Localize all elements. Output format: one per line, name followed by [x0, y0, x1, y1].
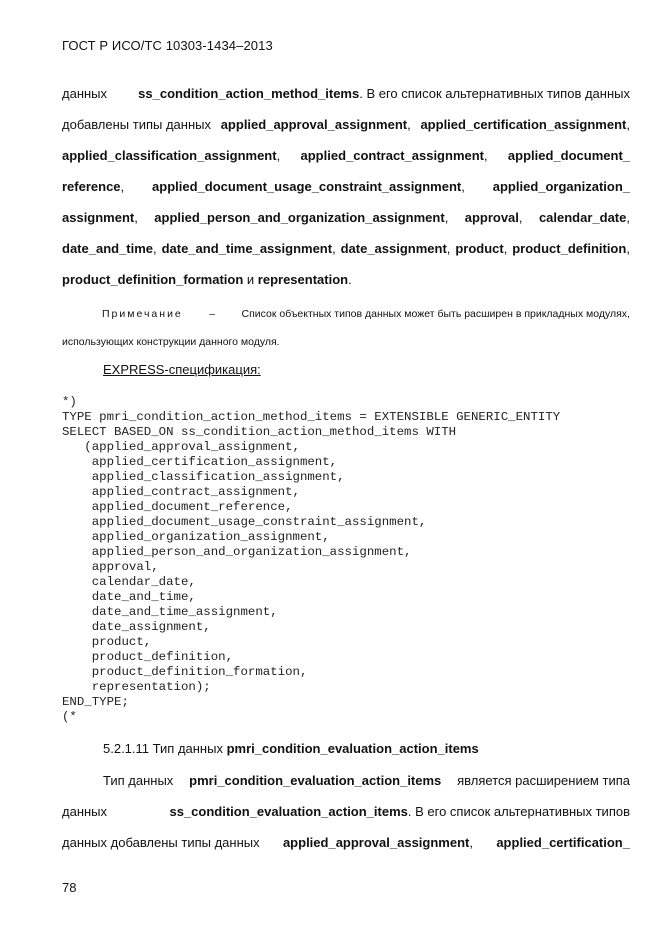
type-name: applied_classification_assignment	[62, 148, 277, 163]
section-prefix: Тип данных	[152, 741, 223, 756]
type-name: product_definition_formation	[62, 272, 244, 287]
punct: ,	[444, 210, 449, 225]
text-line	[62, 773, 630, 804]
type-name: date_and_time	[62, 241, 154, 256]
text: и	[243, 272, 258, 287]
type-name: assignment	[62, 210, 135, 225]
text: . В его список альтернативных типов	[407, 804, 630, 819]
type-name: applied_approval_assignment	[220, 117, 408, 132]
text-line	[62, 117, 630, 148]
type-name: applied_contract_assignment	[300, 148, 484, 163]
punct: .	[348, 272, 352, 287]
text-line	[62, 148, 630, 179]
punct: ,	[626, 210, 630, 225]
punct: ,	[332, 241, 336, 256]
text-line	[62, 86, 630, 117]
note-text: Список объектных типов данных может быть расширен в прикладных модулях,	[241, 308, 630, 320]
note-text: использующих конструкции данного модуля.	[62, 336, 280, 348]
type-name: product	[455, 241, 504, 256]
paragraph-ss-condition-action	[62, 86, 630, 303]
text: добавлены типы данных	[62, 117, 211, 132]
type-name: approval	[464, 210, 519, 225]
type-name: calendar_date	[538, 210, 627, 225]
note-dash: –	[209, 308, 216, 320]
paragraph-pmri-condition-evaluation	[62, 773, 630, 866]
punct: ,	[153, 241, 157, 256]
punct: ,	[134, 210, 138, 225]
text-line	[62, 241, 630, 272]
type-name: date_assignment	[340, 241, 447, 256]
note-label: Примечание	[102, 308, 183, 320]
punct: ,	[461, 179, 465, 194]
type-name: applied_document_usage_constraint_assignment	[152, 179, 462, 194]
type-name: applied_approval_assignment	[282, 835, 470, 850]
text-line	[62, 804, 630, 835]
type-name: applied_certification_	[496, 835, 630, 850]
punct: ,	[518, 210, 523, 225]
type-name: reference	[62, 179, 121, 194]
text: данных добавлены типы данных	[62, 835, 260, 850]
text: Тип данных	[103, 773, 174, 788]
section-type-name: pmri_condition_evaluation_action_items	[226, 741, 479, 756]
section-number: 5.2.1.11	[103, 741, 150, 756]
text-line	[62, 210, 630, 241]
punct: ,	[626, 117, 630, 132]
text-line	[62, 272, 630, 303]
note-block	[62, 307, 630, 349]
punct: ,	[626, 241, 630, 256]
type-name: applied_document_	[507, 148, 630, 163]
section-heading	[103, 741, 479, 756]
type-name: applied_certification_assignment	[420, 117, 627, 132]
text: данных	[62, 804, 108, 819]
standard-header: ГОСТ Р ИСО/ТС 10303-1434–2013	[62, 38, 273, 53]
punct: ,	[407, 117, 411, 132]
page-number: 78	[62, 880, 77, 895]
text-line	[62, 835, 630, 866]
type-name: date_and_time_assignment	[161, 241, 333, 256]
text: . В его список альтернативных типов данных	[359, 86, 630, 101]
type-name: applied_person_and_organization_assignment	[154, 210, 445, 225]
punct: ,	[484, 148, 488, 163]
punct: ,	[503, 241, 508, 256]
type-name: representation	[257, 272, 349, 287]
type-name: pmri_condition_evaluation_action_items	[189, 773, 442, 788]
type-name: ss_condition_action_method_items	[138, 86, 360, 101]
punct: ,	[276, 148, 281, 163]
type-name: product_definition	[512, 241, 627, 256]
text-line	[62, 179, 630, 210]
note-line	[62, 307, 630, 335]
express-spec-title: EXPRESS-спецификация:	[103, 362, 261, 377]
punct: ,	[120, 179, 125, 194]
text: является расширением типа	[457, 773, 630, 788]
punct: ,	[469, 835, 473, 850]
text: данных	[62, 86, 108, 101]
type-name: ss_condition_evaluation_action_items	[169, 804, 408, 819]
type-name: applied_organization_	[492, 179, 630, 194]
express-code-block: *) TYPE pmri_condition_action_method_items = EXTENSIBLE GENERIC_ENTITY SELECT BASED_ON ss_condition_action_method_items WITH (applied_approval_assignment, applied_certification_assignment, applied_classification_assignment, applied_contract_assignment, applied_document_reference, applied_document_usage_constraint_assignment, applied_organization_assignment, applied_person_and_organization_assignment, approval, calendar_date, date_and_time, date_and_time_assignment, date_assignment, product, product_definition, product_definition_formation, representation); END_TYPE; (*	[62, 395, 561, 724]
punct: ,	[446, 241, 451, 256]
